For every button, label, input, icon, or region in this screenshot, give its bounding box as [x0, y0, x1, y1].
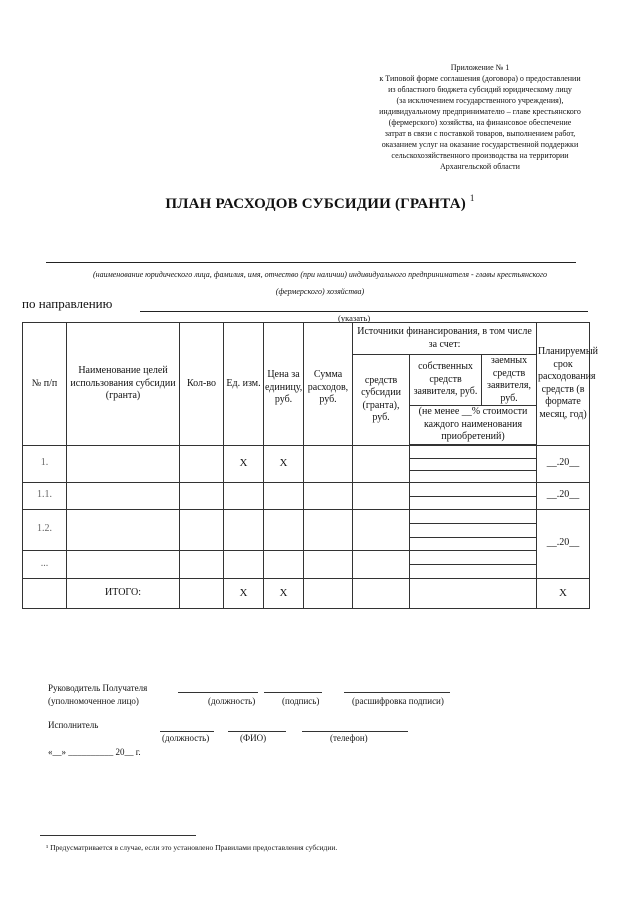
- row-subsidy-cell[interactable]: [353, 482, 410, 509]
- footnote-separator: [40, 835, 196, 836]
- row-qty-cell[interactable]: [180, 550, 224, 578]
- total-label: ИТОГО:: [67, 578, 180, 608]
- executor-label: Исполнитель: [48, 720, 99, 730]
- header-subsidy-funds: средств субсидии (гранта), руб.: [353, 355, 410, 446]
- header-min-share: (не менее __% стоимости каждого наименования приобретений): [410, 406, 537, 445]
- appendix-line: индивидуальному предпринимателю – главе крестьянского: [379, 107, 581, 116]
- row-name-cell[interactable]: [67, 509, 180, 550]
- title-footnote-mark: 1: [469, 193, 475, 203]
- total-qty-cell[interactable]: [180, 578, 224, 608]
- row-term-cell: __.20__: [537, 445, 590, 482]
- decoding-line[interactable]: [344, 692, 450, 693]
- direction-field-line[interactable]: [140, 311, 588, 312]
- row-subcell[interactable]: [410, 537, 537, 550]
- footnote: ¹ Предусматривается в случае, если это установлено Правилами предоставления субсидии.: [46, 843, 338, 852]
- row-price-cell: [264, 509, 304, 550]
- row-subcell[interactable]: [410, 445, 537, 458]
- row-subcell[interactable]: [410, 509, 537, 523]
- head-label-sub: (уполномоченное лицо): [48, 696, 139, 706]
- row-unit-cell: [224, 482, 264, 509]
- header-planned-term: Планируемый срок расходования средств (в формате месяц, год): [537, 323, 590, 446]
- row-qty-cell[interactable]: [180, 445, 224, 482]
- page-title: [0, 193, 640, 213]
- row-term-cell: __.20__: [537, 509, 590, 578]
- appendix-line: Приложение № 1: [450, 63, 510, 72]
- row-sum-cell[interactable]: [304, 445, 353, 482]
- row-price-cell: [264, 482, 304, 509]
- total-sum-cell[interactable]: [304, 578, 353, 608]
- total-price-cell: X: [264, 578, 304, 608]
- total-num-cell: [23, 578, 67, 608]
- row-subcell[interactable]: [410, 482, 537, 496]
- specify-caption: (указать): [338, 313, 371, 323]
- row-unit-cell: [224, 550, 264, 578]
- position-caption: (должность): [208, 696, 256, 706]
- row-subcell[interactable]: [410, 496, 537, 509]
- executor-position-caption: (должность): [162, 733, 210, 743]
- header-unit: Ед. изм.: [224, 323, 264, 446]
- row-name-cell[interactable]: [67, 482, 180, 509]
- fio-line[interactable]: [228, 731, 286, 732]
- total-term-cell: X: [537, 578, 590, 608]
- organization-name-caption: [40, 266, 600, 300]
- row-unit-cell: X: [224, 445, 264, 482]
- total-subsidy-cell[interactable]: [353, 578, 410, 608]
- row-term-cell: __.20__: [537, 482, 590, 509]
- header-sources: Источники финансирования, в том числе за счет:: [353, 323, 537, 355]
- appendix-line: затрат в связи с поставкой товаров, выполнением работ,: [384, 129, 576, 138]
- row-subcell[interactable]: [410, 523, 537, 537]
- direction-label: по направлению: [22, 296, 113, 311]
- row-num: 1.: [23, 445, 67, 482]
- row-name-cell[interactable]: [67, 445, 180, 482]
- executor-position-line[interactable]: [160, 731, 214, 732]
- row-subsidy-cell[interactable]: [353, 550, 410, 578]
- fio-caption: (ФИО): [240, 733, 267, 743]
- appendix-line: из областного бюджета субсидий юридическому лицу: [388, 85, 572, 94]
- row-subcell[interactable]: [410, 470, 537, 482]
- header-sum: Сумма расходов, руб.: [304, 323, 353, 446]
- header-own-funds: собственных средств заявителя, руб.: [410, 355, 482, 406]
- appendix-line: (фермерского) хозяйства, на финансовое обеспечение: [388, 118, 572, 127]
- row-sum-cell[interactable]: [304, 482, 353, 509]
- caption-line: (наименование юридического лица, фамилия, имя, отчество (при наличии) индивидуального предпринимателя - главы крестьянского: [92, 270, 548, 279]
- row-subcell[interactable]: [410, 564, 537, 578]
- row-subcell[interactable]: [410, 550, 537, 564]
- row-name-cell[interactable]: [67, 550, 180, 578]
- row-num: 1.2.: [23, 509, 67, 550]
- phone-caption: (телефон): [330, 733, 368, 743]
- row-price-cell: [264, 550, 304, 578]
- row-sum-cell[interactable]: [304, 550, 353, 578]
- total-own-loan-cell[interactable]: [410, 578, 537, 608]
- appendix-header: [356, 62, 604, 172]
- row-sum-cell[interactable]: [304, 509, 353, 550]
- row-subsidy-cell[interactable]: [353, 509, 410, 550]
- appendix-line: (за исключением государственного учреждения),: [396, 96, 564, 105]
- position-line[interactable]: [178, 692, 258, 693]
- total-unit-cell: X: [224, 578, 264, 608]
- row-unit-cell: [224, 509, 264, 550]
- caption-line: (фермерского) хозяйства): [275, 287, 365, 296]
- phone-line[interactable]: [302, 731, 408, 732]
- signature-caption: (подпись): [282, 696, 320, 706]
- appendix-line: сельскохозяйственного производства на территории: [391, 151, 569, 160]
- row-qty-cell[interactable]: [180, 509, 224, 550]
- page-title-text: ПЛАН РАСХОДОВ СУБСИДИИ (ГРАНТА): [165, 196, 466, 212]
- header-name: Наименование целей использования субсидии (гранта): [67, 323, 180, 446]
- row-num: 1.1.: [23, 482, 67, 509]
- header-num: № п/п: [23, 323, 67, 446]
- appendix-line: Архангельской области: [440, 162, 520, 171]
- date-line[interactable]: «__» __________ 20__ г.: [48, 747, 141, 757]
- header-qty: Кол-во: [180, 323, 224, 446]
- row-qty-cell[interactable]: [180, 482, 224, 509]
- appendix-line: к Типовой форме соглашения (договора) о предоставлении: [379, 74, 581, 83]
- organization-name-line: [46, 262, 576, 263]
- header-price: Цена за единицу, руб.: [264, 323, 304, 446]
- appendix-line: оказанием услуг на оказание государственной поддержки: [381, 140, 579, 149]
- signature-line[interactable]: [264, 692, 322, 693]
- head-label: Руководитель Получателя: [48, 683, 148, 693]
- expense-plan-table: [22, 322, 598, 609]
- row-subcell[interactable]: [410, 458, 537, 470]
- header-loan-funds: заемных средств заявителя, руб.: [482, 355, 537, 406]
- row-subsidy-cell[interactable]: [353, 445, 410, 482]
- row-price-cell: X: [264, 445, 304, 482]
- decoding-caption: (расшифровка подписи): [352, 696, 444, 706]
- row-num: ...: [23, 550, 67, 578]
